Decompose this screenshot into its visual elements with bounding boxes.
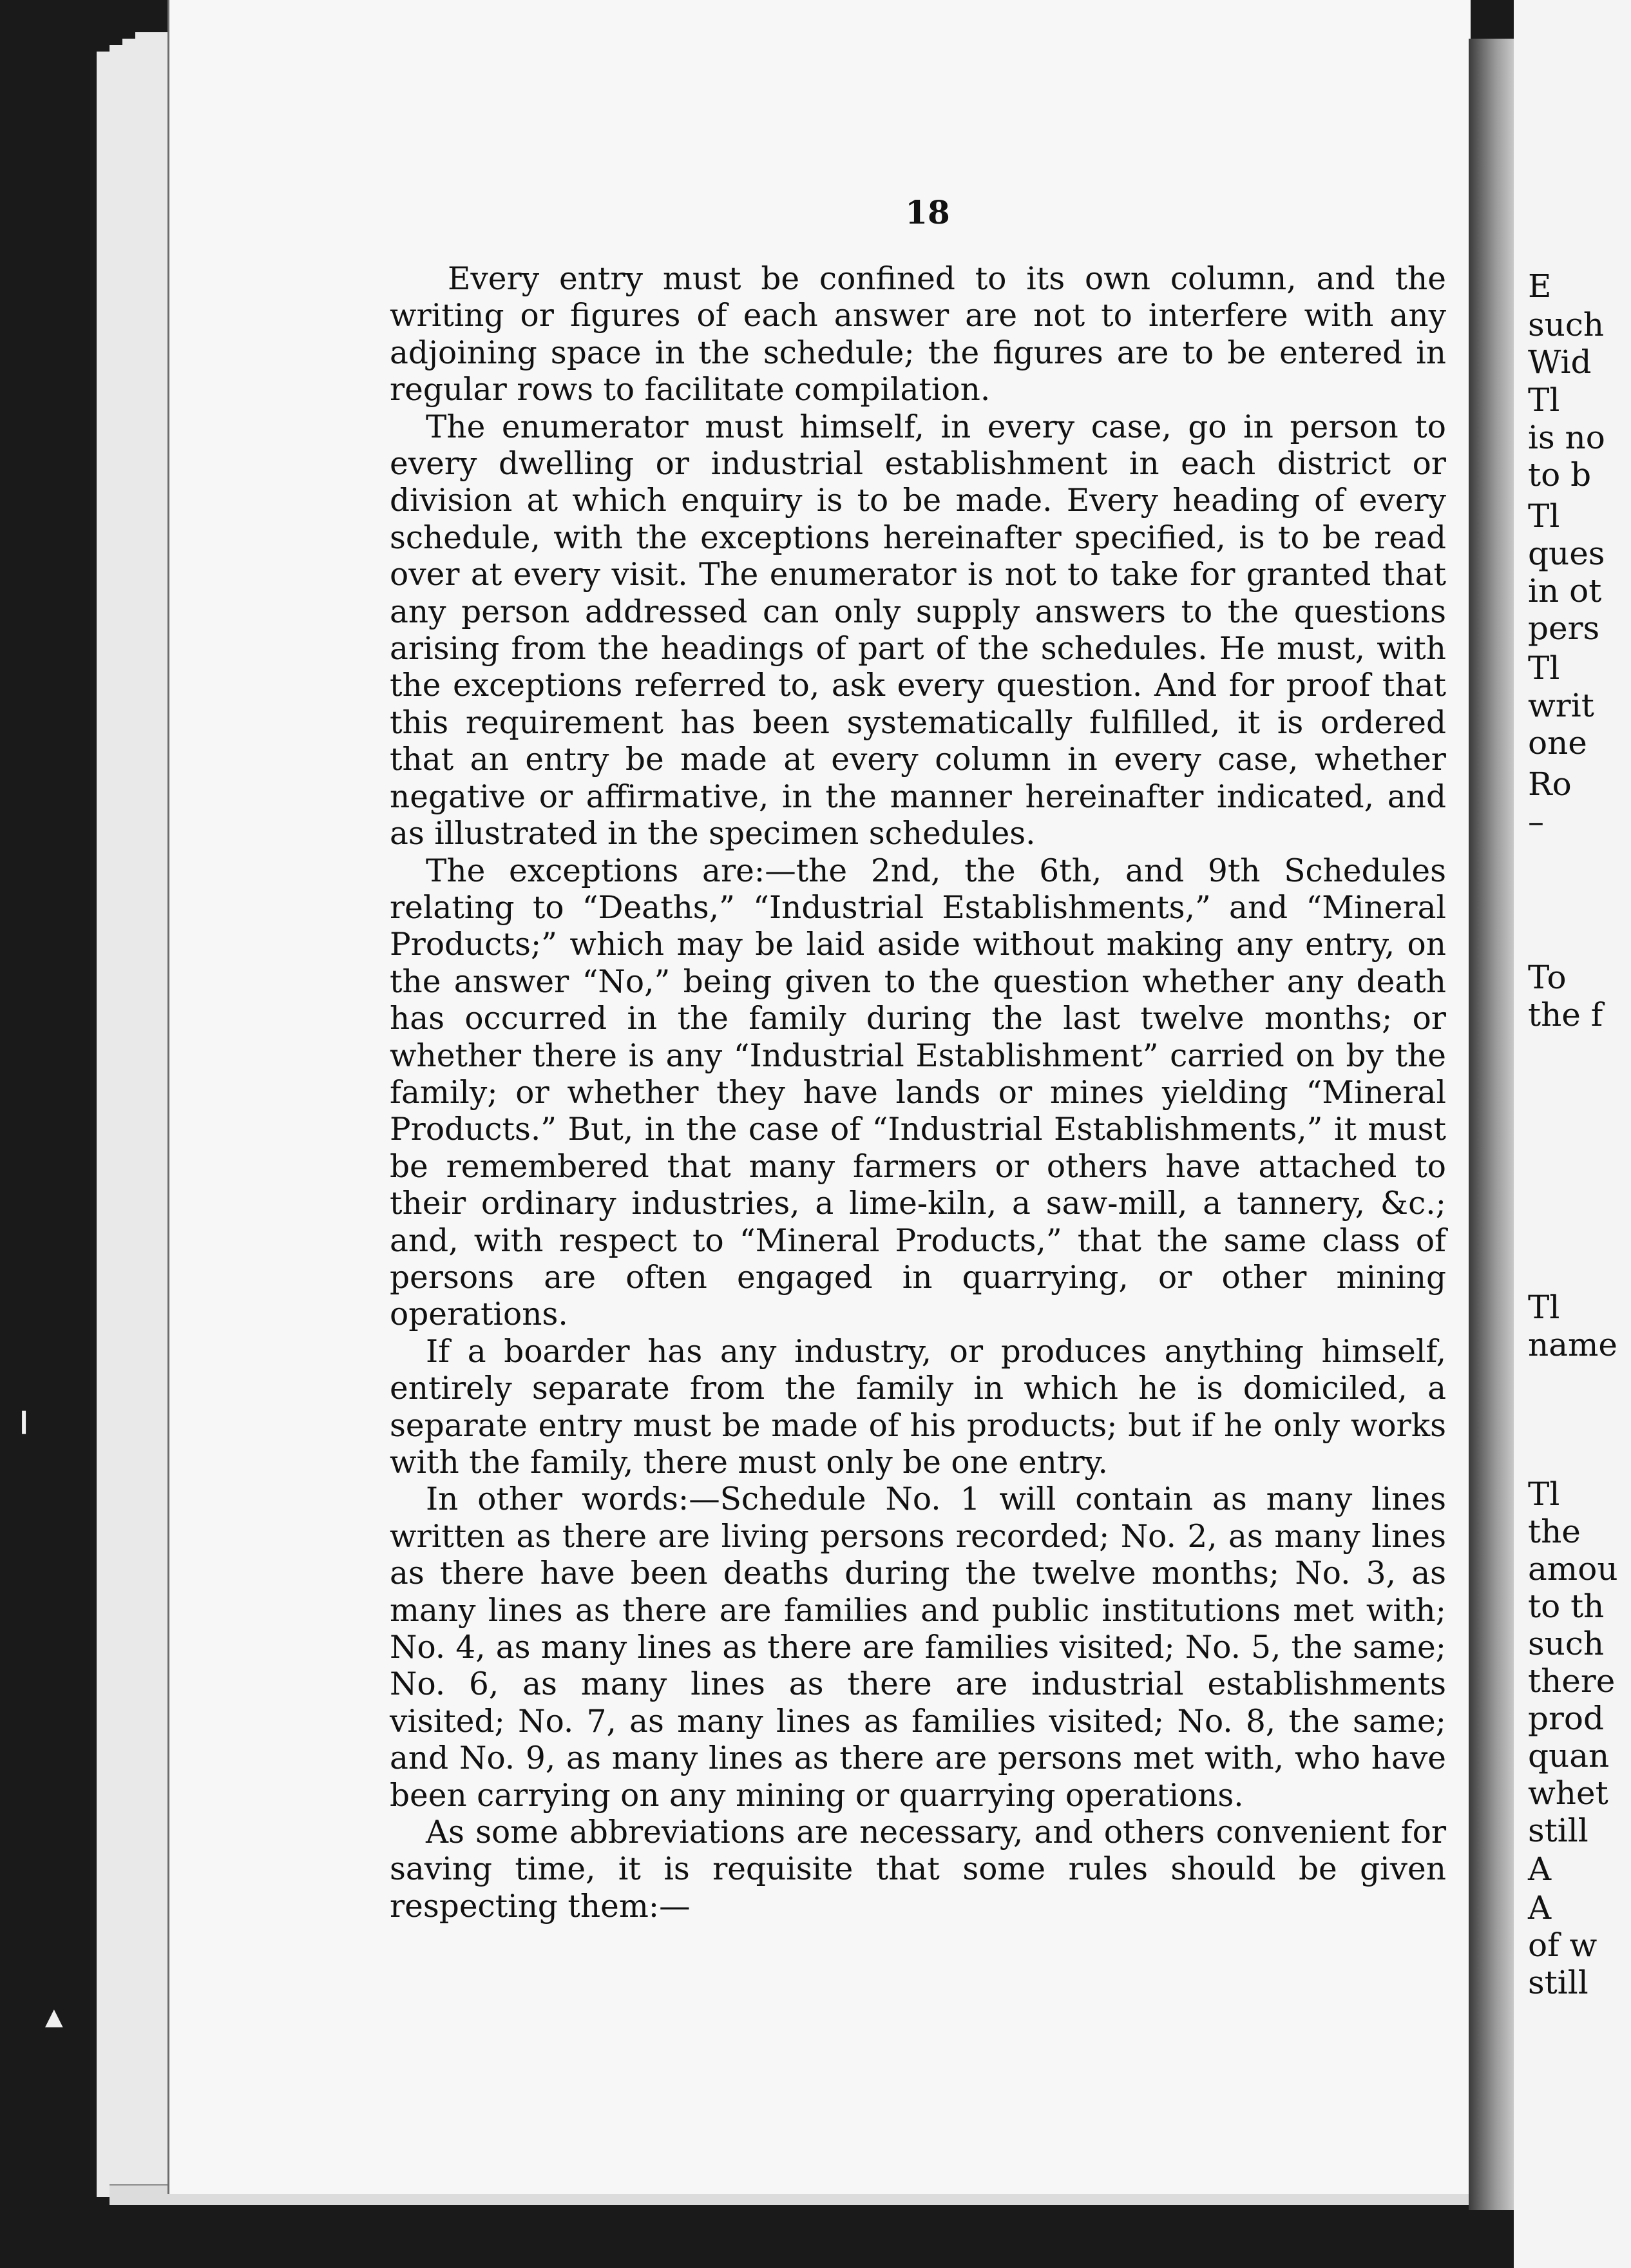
paragraph: Every entry must be confined to its own column, and the writing or figures of each answer are not to interfere with any adjoining space in the schedule; the figures are to be entered in regular rows to facilitate compilation. bbox=[390, 261, 1446, 408]
facing-text-fragment: To bbox=[1528, 959, 1567, 996]
facing-text-fragment: Tl bbox=[1528, 1289, 1560, 1326]
paragraph: As some abbreviations are necessary, and others convenient for saving time, it is requisite that some rules should be given respecting them:— bbox=[390, 1814, 1446, 1925]
facing-text-fragment: Tl bbox=[1528, 1475, 1560, 1513]
facing-page bbox=[1514, 0, 1631, 2268]
facing-text-fragment: E bbox=[1528, 267, 1552, 305]
page-number: 18 bbox=[905, 193, 950, 231]
facing-text-fragment: is no bbox=[1528, 419, 1605, 456]
paragraph: The enumerator must himself, in every case, go in person to every dwelling or industrial establishment in each district or division at which enquiry is to be made. Every heading of every schedule, with the exceptions hereinafter specified, is to be read over at every visit. The enumerator is not to take for granted that any person addressed can only supply answers to the questions arising from the headings of part of the schedules. He must, with the exceptions referred to, ask every question. And for proof that this requirement has been systematically fulfilled, it is ordered that an entry be made at every column in every case, whether negative or affirmative, in the manner hereinafter indicated, and as illustrated in the specimen schedules. bbox=[390, 408, 1446, 852]
facing-text-fragment: to b bbox=[1528, 456, 1592, 494]
facing-text-fragment: in ot bbox=[1528, 572, 1602, 610]
facing-text-fragment: still bbox=[1528, 1812, 1588, 1849]
facing-text-fragment: writ bbox=[1528, 687, 1594, 724]
paragraph: In other words:—Schedule No. 1 will contain as many lines written as there are living persons recorded; No. 2, as many lines as there have been deaths during the twelve months; No. 3, as many lines as there are families and public institutions met with; No. 4, as many lines as there are families visited; No. 5, the same; No. 6, as many lines as there are industrial establishments visited; No. 7, as many lines as families visited; No. 8, the same; and No. 9, as many lines as there are persons met with, who have been carrying on any mining or quarrying operations. bbox=[390, 1481, 1446, 1814]
facing-text-fragment: Tl bbox=[1528, 649, 1560, 687]
facing-text-fragment: still bbox=[1528, 1964, 1588, 2001]
facing-text-fragment: quan bbox=[1528, 1737, 1610, 1774]
scan-mark: ▲ bbox=[45, 2004, 63, 2030]
facing-text-fragment: there bbox=[1528, 1662, 1616, 1700]
scan-mark: ❙ bbox=[14, 1408, 34, 1434]
facing-text-fragment: such bbox=[1528, 1625, 1605, 1662]
paragraph: If a boarder has any industry, or produces anything himself, entirely separate from the family in which he is domiciled, a separate entry must be made of his products; but if he only works with the family, there must only be one entry. bbox=[390, 1333, 1446, 1481]
facing-text-fragment: pers bbox=[1528, 610, 1600, 647]
facing-text-fragment: the bbox=[1528, 1513, 1581, 1550]
page-body-text bbox=[390, 261, 1446, 1925]
facing-text-fragment: A bbox=[1528, 1889, 1552, 1927]
facing-text-fragment: prod bbox=[1528, 1700, 1605, 1737]
facing-text-fragment: name bbox=[1528, 1326, 1618, 1363]
facing-text-fragment: ques bbox=[1528, 535, 1605, 572]
facing-text-fragment: – bbox=[1528, 803, 1544, 840]
facing-text-fragment: the f bbox=[1528, 996, 1603, 1033]
facing-text-fragment: to th bbox=[1528, 1588, 1605, 1625]
facing-text-fragment: Tl bbox=[1528, 381, 1560, 419]
facing-text-fragment: amou bbox=[1528, 1550, 1618, 1588]
facing-text-fragment: Ro bbox=[1528, 765, 1572, 803]
facing-text-fragment: whet bbox=[1528, 1774, 1608, 1812]
facing-text-fragment: one bbox=[1528, 724, 1587, 762]
facing-text-fragment: Tl bbox=[1528, 497, 1560, 535]
facing-text-fragment: Wid bbox=[1528, 343, 1592, 381]
book-gutter bbox=[1469, 39, 1514, 2210]
facing-text-fragment: such bbox=[1528, 306, 1605, 343]
facing-text-fragment: A bbox=[1528, 1850, 1552, 1888]
facing-text-fragment: of w bbox=[1528, 1927, 1598, 1964]
paragraph: The exceptions are:—the 2nd, the 6th, and 9th Schedules relating to “Deaths,” “Industrial Establishments,” and “Mineral Products;” which may be laid aside without making any entry, on the answer “No,” being given to the question whether any death has occurred in the family during the last twelve months; or whether there is any “Industrial Establishment” carried on by the family; or whether they have lands or mines yielding “Mineral Products.” But, in the case of “Industrial Establishments,” it must be remembered that many farmers or others have attached to their ordinary industries, a lime-kiln, a saw-mill, a tannery, &c.; and, with respect to “Mineral Products,” that the same class of persons are often engaged in quarrying, or other mining operations. bbox=[390, 852, 1446, 1333]
